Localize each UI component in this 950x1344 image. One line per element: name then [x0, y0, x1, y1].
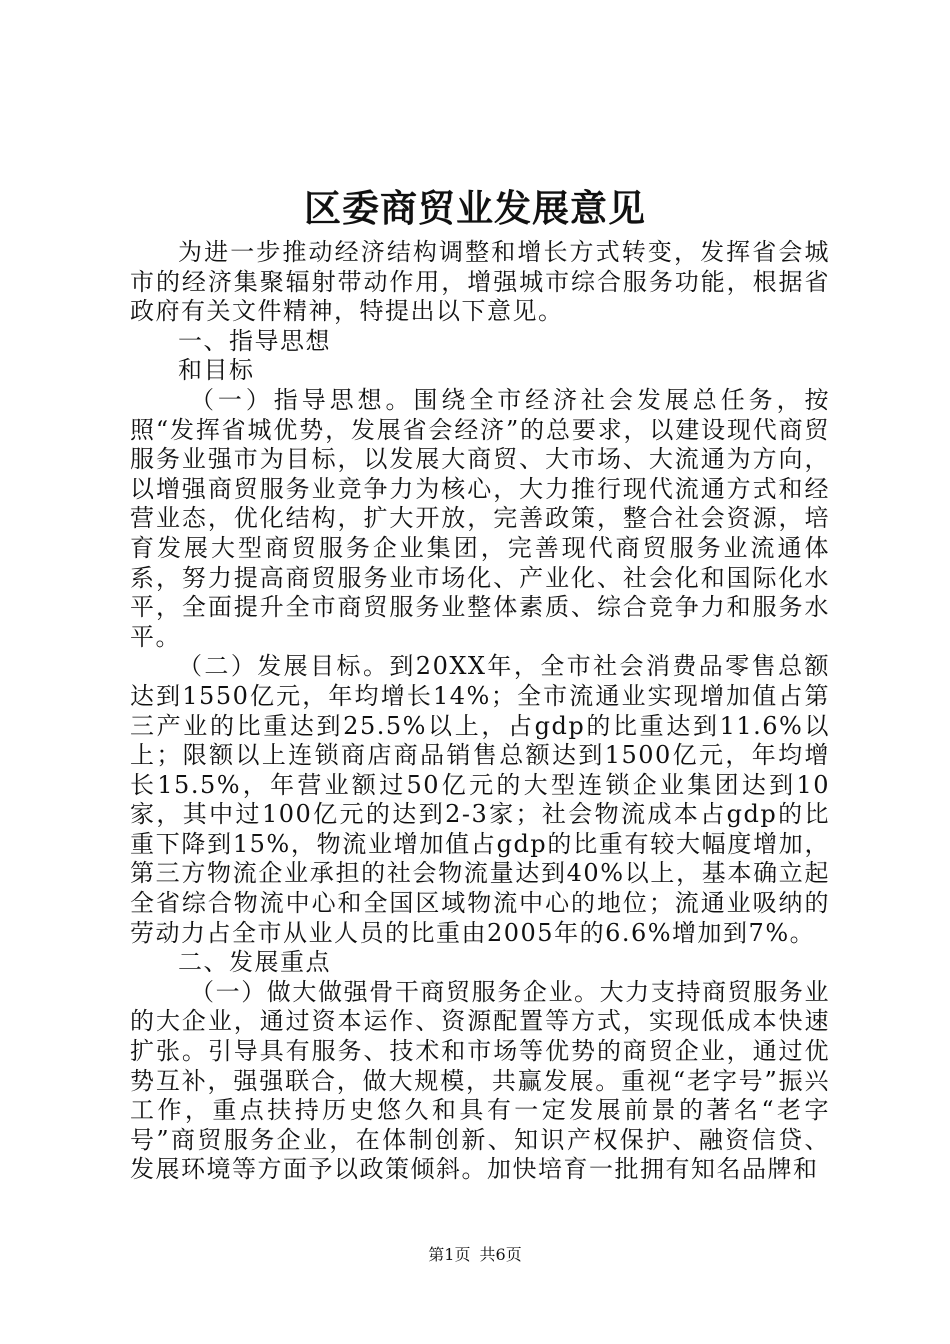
heading-development-focus: 二、发展重点 [178, 948, 331, 977]
page-number: 第1页 [428, 1245, 471, 1264]
paragraph-intro: 为进一步推动经济结构调整和增长方式转变，发挥省会城市的经济集聚辐射带动作用，增强城市综合服务功能，根据省政府有关文件精神，特提出以下意见。 [130, 238, 830, 326]
heading-guiding-ideology: 一、指导思想 [178, 326, 331, 355]
document-title: 区委商贸业发展意见 [304, 186, 646, 230]
heading-goals: 和目标 [178, 356, 255, 385]
paragraph-backbone-enterprises: （一）做大做强骨干商贸服务企业。大力支持商贸服务业的大企业，通过资本运作、资源配置等方式，实现低成本快速扩张。引导具有服务、技术和市场等优势的商贸企业，通过优势互补，强强联合，做大规模，共赢发展。重视“老字号”振兴工作，重点扶持历史悠久和具有一定发展前景的著名“老字号”商贸服务企业，在体制创新、知识产权保护、融资信贷、发展环境等方面予以政策倾斜。加快培育一批拥有知名品牌和 [130, 977, 830, 1184]
page-total: 共6页 [479, 1245, 522, 1264]
paragraph-development-goals: （二）发展目标。到20XX年，全市社会消费品零售总额达到1550亿元，年均增长14%；全市流通业实现增加值占第三产业的比重达到25.5%以上，占gdp的比重达到11.6%以上；限额以上连锁商店商品销售总额达到1500亿元，年均增长15.5%，年营业额过50亿元的大型连锁企业集团达到10家，其中过100亿元的达到2-3家；社会物流成本占gdp的比重下降到15%，物流业增加值占gdp的比重有较大幅度增加，第三方物流企业承担的社会物流量达到40%以上，基本确立起全省综合物流中心和全国区域物流中心的地位；流通业吸纳的劳动力占全市从业人员的比重由2005年的6.6%增加到7%。 [130, 652, 830, 947]
paragraph-guiding-ideology: （一）指导思想。围绕全市经济社会发展总任务，按照“发挥省城优势，发展省会经济”的总要求，以建设现代商贸服务业强市为目标，以发展大商贸、大市场、大流通为方向，以增强商贸服务业竞争力为核心，大力推行现代流通方式和经营业态，优化结构，扩大开放，完善政策，整合社会资源，培育发展大型商贸服务企业集团，完善现代商贸服务业流通体系，努力提高商贸服务业市场化、产业化、社会化和国际化水平，全面提升全市商贸服务业整体素质、综合竞争力和服务水平。 [130, 385, 830, 651]
page-footer [0, 1245, 950, 1265]
document-body [130, 238, 830, 1185]
